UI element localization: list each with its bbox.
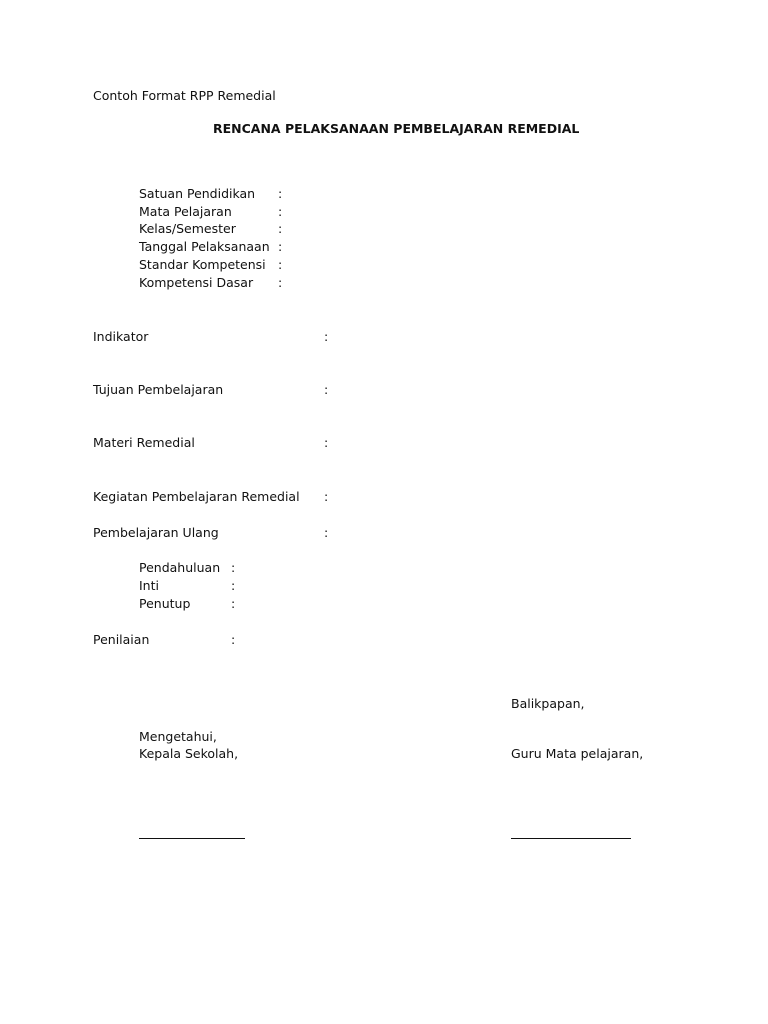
intro-text: Contoh Format RPP Remedial [93, 88, 276, 103]
signature-line-teacher [511, 838, 631, 839]
section-colon: : [324, 489, 329, 504]
section-colon: : [324, 525, 329, 540]
activity-colon: : [231, 578, 236, 593]
identity-colon: : [278, 186, 283, 201]
section-label-indikator: Indikator [93, 329, 149, 344]
identity-label-kelas: Kelas/Semester [139, 221, 236, 236]
identity-colon: : [278, 239, 283, 254]
section-label-tujuan: Tujuan Pembelajaran [93, 382, 224, 397]
section-label-ulang: Pembelajaran Ulang [93, 525, 219, 540]
activity-label-pendahuluan: Pendahuluan [139, 560, 221, 575]
identity-label-tanggal: Tanggal Pelaksanaan [139, 239, 270, 254]
identity-colon: : [278, 204, 283, 219]
activity-colon: : [231, 560, 236, 575]
identity-colon: : [278, 257, 283, 272]
section-label-kegiatan: Kegiatan Pembelajaran Remedial [93, 489, 300, 504]
activity-label-inti: Inti [139, 578, 159, 593]
section-colon: : [324, 382, 329, 397]
section-label-materi: Materi Remedial [93, 435, 195, 450]
section-colon: : [324, 435, 329, 450]
identity-label-sk: Standar Kompetensi [139, 257, 266, 272]
signature-acknowledge: Mengetahui, [139, 729, 217, 744]
activity-colon: : [231, 596, 236, 611]
identity-label-kd: Kompetensi Dasar [139, 275, 254, 290]
section-colon: : [324, 329, 329, 344]
assessment-label: Penilaian [93, 632, 150, 647]
identity-colon: : [278, 275, 283, 290]
assessment-colon: : [231, 632, 236, 647]
document-title: RENCANA PELAKSANAAN PEMBELAJARAN REMEDIAL [213, 121, 580, 136]
signature-principal: Kepala Sekolah, [139, 746, 239, 761]
identity-label-mapel: Mata Pelajaran [139, 204, 232, 219]
identity-label-satuan: Satuan Pendidikan [139, 186, 256, 201]
activity-label-penutup: Penutup [139, 596, 191, 611]
signature-teacher: Guru Mata pelajaran, [511, 746, 644, 761]
signature-line-principal [139, 838, 245, 839]
identity-colon: : [278, 221, 283, 236]
signature-place: Balikpapan, [511, 696, 585, 711]
